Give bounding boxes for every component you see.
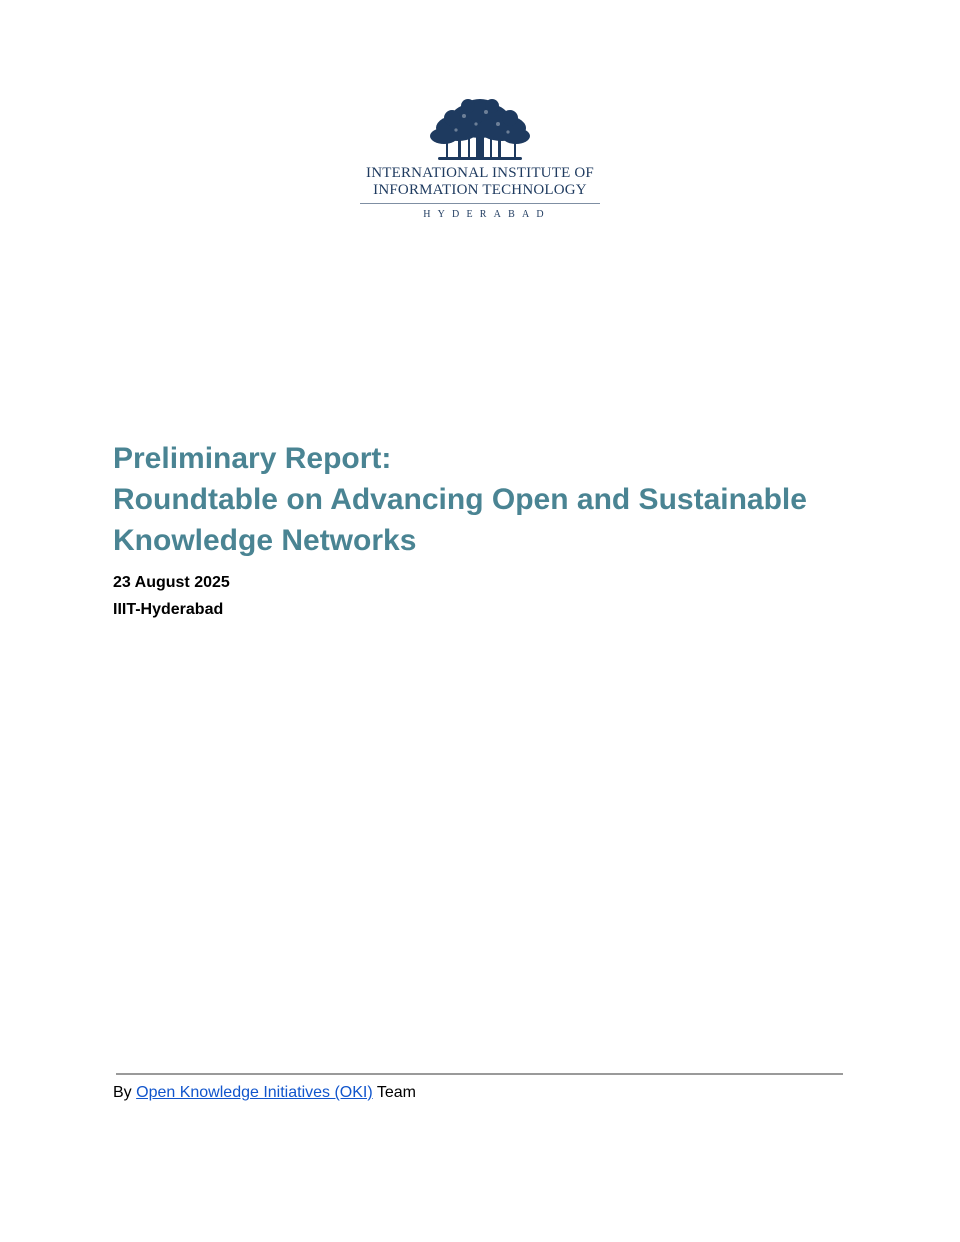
report-location: IIIT-Hyderabad (113, 601, 224, 618)
byline-prefix: By (113, 1084, 132, 1101)
byline-suffix: Team (376, 1084, 416, 1101)
logo-text-line2: INFORMATION TECHNOLOGY (373, 182, 587, 198)
logo-city: HYDERABAD (423, 209, 551, 220)
report-title-line1: Preliminary Report: (113, 442, 392, 475)
report-date: 23 August 2025 (113, 574, 230, 591)
report-title-line2: Roundtable on Advancing Open and Sustainable (113, 483, 807, 516)
report-title-line3: Knowledge Networks (113, 524, 417, 557)
oki-link[interactable]: Open Knowledge Initiatives (OKI) (136, 1084, 373, 1101)
iiit-hyderabad-logo (350, 98, 610, 228)
byline (113, 1084, 416, 1102)
banyan-tree-icon (428, 98, 532, 164)
footer-divider (116, 1073, 843, 1075)
logo-divider (360, 203, 600, 204)
report-title (113, 438, 873, 561)
logo-text-line1: INTERNATIONAL INSTITUTE OF (366, 165, 594, 181)
